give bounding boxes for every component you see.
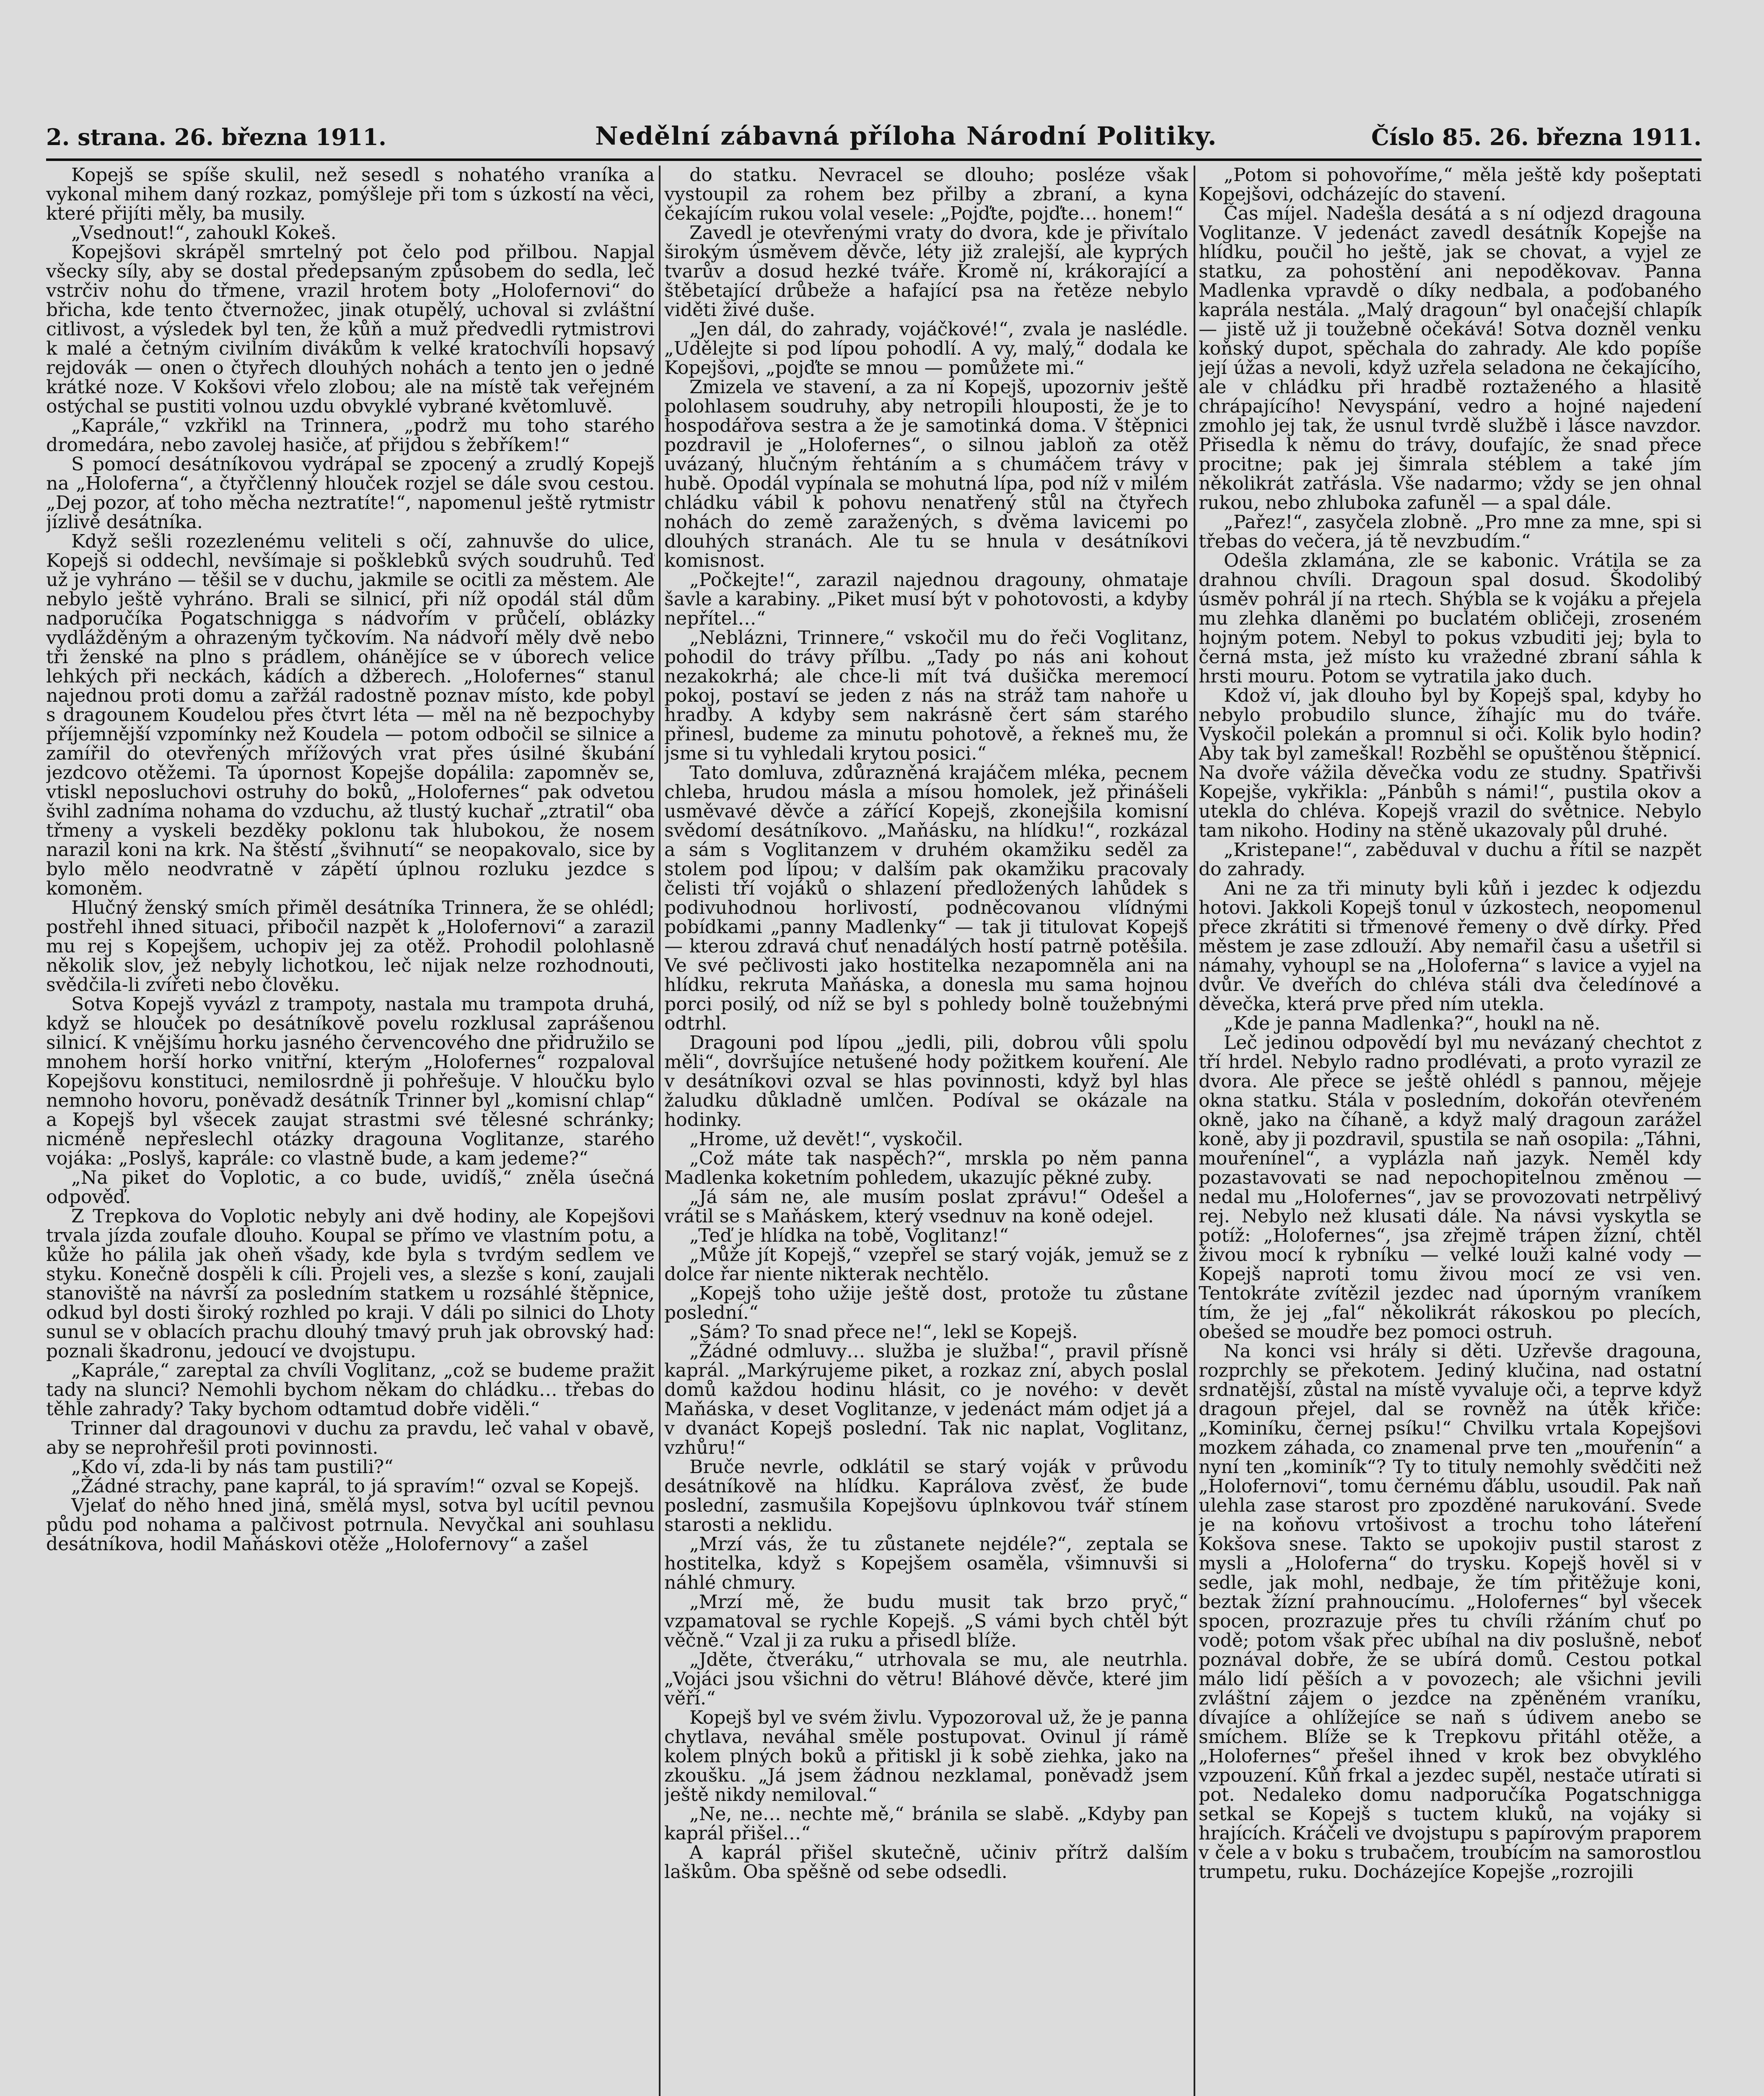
- paragraph: Tato domluva, zdůrazněná krajáčem mléka, pecnem chleba, hrudou másla a mísou homolek, jež přinášeli usměvavé děvče a zářící Kopejš, zkonejšila komisní svědomí desátníkovo. „Maňásku, na hlídku!“, rozkázal a sám s Voglitanzem v druhém okamžiku seděl za stolem pod lípou; v dalším pak okamžiku pracovaly čelisti tří vojáků o shlazení předložených lahůdek s podivuhodnou horlivostí, podněcovanou vlídnými pobídkami „panny Madlenky“ — tak ji titulovat Kopejš — kterou zdravá chuť nenadálých hostí patrně potěšila. Ve své pečlivosti jako hostitelka nezapomněla ani na hlídku, rekruta Maňáska, a donesla mu sama hojnou porci posilý, od níž se byl s pohledy bolně toužebnými odtrhl.: [664, 762, 1188, 1034]
- paragraph: Kdož ví, jak dlouho byl by Kopejš spal, kdyby ho nebylo probudilo slunce, žíhajíc mu do tváře. Vyskočil polekán a promnul si oči. Kolik bylo hodin? Aby tak byl zameškal! Rozběhl se opuštěnou štěpnicí. Na dvoře vážila děvečka vodu ze studny. Spatřivši Kopejše, vykřikla: „Pánbůh s námi!“, pustila okov a utekla do chléva. Kopejš vrazil do světnice. Nebylo tam nikoho. Hodiny na stěně ukazovaly půl druhé.: [1199, 685, 1702, 841]
- paragraph: Hlučný ženský smích přiměl desátníka Trinnera, že se ohlédl; postřehl ihned situaci, přibočil nazpět k „Holofernovi“ a zarazil mu rej s Kopejšem, uchopiv jej za otěž. Prohodil polohlasně několik slov, jež nebyly lichotkou, leč nijak nelze rozhodnouti, svědčila-li zvířeti nebo člověku.: [46, 897, 655, 996]
- paragraph: „Což máte tak naspěch?“, mrskla po něm panna Madlenka koketním pohledem, ukazujíc pěkné zuby.: [664, 1148, 1188, 1188]
- paragraph: Dragouni pod lípou „jedli, pili, dobrou vůli spolu měli“, dovršujíce netušené hody požitkem kouření. Ale v desátníkovi ozval se hlas povinnosti, když byl hlas žaludku důkladně umlčen. Podíval se okázale na hodinky.: [664, 1032, 1188, 1131]
- paragraph: „Neblázni, Trinnere,“ vskočil mu do řeči Voglitanz, pohodil do trávy přílbu. „Tady po nás ani kohout nezakokrhá; ale chce-li mít tvá dušička meremocí pokoj, postaví se jeden z nás na stráž tam nahoře u hradby. A kdyby sem nakrásně čert sám starého přinesl, budeme za minutu pohotově, a řekneš mu, že jsme si tu vyhledali krytou posici.“: [664, 627, 1188, 764]
- paragraph: Vjelať do něho hned jiná, smělá mysl, sotva byl ucítil pevnou půdu pod nohama a palčivost potrnula. Nevyčkal ani souhlasu desátníkova, hodil Maňáskovi otěže „Holofernovy“ a zašel: [46, 1495, 655, 1555]
- paragraph: Kopejšovi skrápěl smrtelný pot čelo pod přilbou. Napjal všecky síly, aby se dostal předepsaným způsobem do sedla, leč vstrčiv nohu do třmene, vrazil hrotem boty „Holofernovi“ do břicha, kde tento čtvernožec, jinak otupělý, uchoval si zvláštní citlivost, a výsledek byl ten, že kůň a muž předvedli rytmistrovi k malé a četným civilním divákům k velké kratochvíli hopsavý rejdovák — onen o čtyřech dlouhých nohách a tento jen o jedné krátké noze. V Kokšovi vřelo zlobou; ale na místě tak veřejném ostýchal se pustiti volnou uzdu obvyklé vybrané květomluvě.: [46, 241, 655, 417]
- paragraph: „Kristepane!“, zaběduval v duchu a řítil se nazpět do zahrady.: [1199, 839, 1702, 880]
- paragraph: „Jen dál, do zahrady, vojáčkové!“, zvala je naslédle. „Udělejte si pod lípou pohodlí. A vy, malý,“ dodala ke Kopejšovi, „pojďte se mnou — pomůžete mi.“: [664, 319, 1188, 379]
- paragraph: „Vsednout!“, zahoukl Kokeš.: [71, 222, 337, 244]
- paragraph: „Kdo ví, zda-li by nás tam pustili?“: [71, 1456, 394, 1478]
- paragraph: Trinner dal dragounovi v duchu za pravdu, leč vahal v obavě, aby se neprohřešil proti povinnosti.: [46, 1418, 655, 1458]
- paragraph: „Jděte, čtveráku,“ utrhovala se mu, ale neutrhla. „Vojáci jsou všichni do větru! Bláhové děvče, které jim věří.“: [664, 1649, 1188, 1709]
- paragraph: Čas míjel. Nadešla desátá a s ní odjezd dragouna Voglitanze. V jedenáct zavedl desátník Kopejše na hlídku, poučil ho ještě, jak se chovat, a vyjel ze statku, za pohostění ani nepoděkovav. Panna Madlenka vpravdě o díky nedbala, a poďobaného kaprála nestála. „Malý dragoun“ byl onačejší chlapík — jistě už ji toužebně očekává! Sotva dozněl venku koňský dupot, spěchala do zahrady. Ale kdo popíše její úžas a nevoli, když uzřela seladona ne čekajícího, ale v chládku při hradbě roztaženého a hlasitě chrápajícího! Nevyspání, vedro a hojné najedení zmohlo jej tak, že usnul tvrdě službě i lásce navzdor. Přisedla k němu do trávy, doufajíc, že snad přece procitne; pak jej šimrala stéblem a také jím několikrát zatřásla. Vše nadarmo; vždy se jen ohnal rukou, nebo zhluboka zafuněl — a spal dále.: [1199, 203, 1702, 514]
- paragraph: Na konci vsi hrály si děti. Uzřevše dragouna, rozprchly se překotem. Jediný klučina, nad ostatní srdnatější, zůstal na místě vyvaluje oči, a teprve když dragoun přejel, dal se rovněž na útěk křiče: „Kominíku, černej psíku!“ Chvilku vrtala Kopejšovi mozkem záhada, co znamenal prve ten „mouřenín“ a nyní ten „kominík“? Ty to tituly nemohly svědčiti než „Holofernovi“, tomu černému ďáblu, usoudil. Pak naň ulehla zase starost pro zpozděné narukování. Svede je na koňovu vrtošivost a trochu toho láteření Kokšova snese. Takto se upokojiv pustil starost z mysli a „Holoferna“ do trysku. Kopejš hověl si v sedle, jak mohl, nedbaje, že tím přitěžuje koni, beztak žízní prahnoucímu. „Holofernes“ byl všecek spocen, prozrazuje přes tu chvíli ržáním chuť po vodě; potom však přec ubíhal na div poslušně, neboť poznával dobře, že se ubírá domů. Cestou potkal málo lidí pěších a v povozech; ale všichni jevili zvláštní zájem o jezdce na zpěněném vraníku, dívajíce a ohlížejíce se naň s údivem anebo se smíchem. Blíže se k Trepkovu přitáhl otěže, a „Holofernes“ přešel ihned v krok bez obvyklého vzpouzení. Kůň frkal a jezdec supěl, nestače utírati si pot. Nedaleko domu nadporučíka Pogatschnigga setkal se Kopejš s tuctem kluků, na vojáky si hrajících. Kráčeli ve dvojstupu s papírovým praporem v čele a v boku s trubačem, troubícím na samorostlou trumpetu, ruku. Docházejíce Kopejše „rozrojili: [1199, 1341, 1702, 1883]
- paragraph: Bruče nevrle, odklátil se starý voják v průvodu desátníkově na hlídku. Kaprálova zvěsť, že bude poslední, zasmušila Kopejšovu úplnkovou tvář stínem starosti a neklidu.: [664, 1456, 1188, 1536]
- paragraph: „Žádné strachy, pane kaprál, to já spravím!“ ozval se Kopejš.: [71, 1476, 640, 1497]
- paragraph: „Může jít Kopejš,“ vzepřel se starý voják, jemuž se z dolce řar niente nikterak nechtělo.: [664, 1244, 1188, 1285]
- paragraph: Sotva Kopejš vyvázl z trampoty, nastala mu trampota druhá, když se hlouček po desátníkově povelu rozklusal zaprášenou silnicí. K vnějšímu horku jasného červencového dne přidružilo se mnohem horší horko vnitřní, kterým „Holofernes“ rozpaloval Kopejšovu konstituci, nemilosrdně ji pohřešuje. V hloučku bylo nemnoho hovoru, poněvadž desátník Trinner byl „komisní chlap“ a Kopejš byl všecek zaujat strastmi své tělesné schránky; nicméně nepřeslechl otázky dragouna Voglitanze, starého vojáka: „Poslyš, kaprále: co vlastně bude, a kam jedeme?“: [46, 994, 655, 1169]
- paragraph: „Pařez!“, zasyčela zlobně. „Pro mne za mne, spi si třebas do večera, já tě nevzbudím.“: [1199, 511, 1702, 552]
- paragraph: Ani ne za tři minuty byli kůň i jezdec k odjezdu hotovi. Jakkoli Kopejš tonul v úzkostech, neopomenul přece zkrátiti si třmenové řemeny o dvě dírky. Před městem je zase zdlouží. Aby nemařil času a ušetřil si námahy, vyhoupl se na „Holoferna“ s lavice a vyjel na dvůr. Ve dveřích do chlévа stáli dva čeledínové a děvečka, která prve před ním utekla.: [1199, 878, 1702, 1015]
- paragraph: „Mrzí vás, že tu zůstanete nejdéle?“, zeptala se hostitelka, když s Kopejšem osaměla, všimnuvši si náhlé chmury.: [664, 1533, 1188, 1593]
- paragraph: Odešla zklamána, zle se kabonic. Vrátila se za drahnou chvíli. Dragoun spal dosud. Škodolibý úsměv pohrál jí na rtech. Shýbla se k vojáku a přejela mu zlehka dlaněmi po buclatém obličeji, zroseném hojným potem. Nebyl to pokus vzbuditi jej; byla to černá mstа, jež místo ku vražedné zbraní sáhla k hrsti mouru. Potom se vytratila jako duch.: [1199, 550, 1702, 687]
- column-separator: [659, 166, 661, 2096]
- paragraph: Zavedl je otevřenými vraty do dvora, kde je přivítalo širokým úsměvem děvče, léty již zralejší, ale kyprých tvarův a dosud hezké tváře. Kromě ní, krákorající a štěbetající drůbeže a hafající psa na řetěze nebylo viděti živé duše.: [664, 222, 1188, 321]
- paragraph: Leč jedinou odpovědí byl mu nevázaný chechtot z tří hrdel. Nebylo radno prodlévati, a proto vyrazil ze dvora. Ale přece se ještě ohlédl s pannou, mějeje okna statku. Stála v posledním, dokořán otevřeném okně, jako na číhaně, a když malý dragoun zarážel koně, aby ji pozdravil, spustila se naň osopila: „Táhni, mouřenínel“, a vyplázla naň jazyk. Neměl kdy pozastavovati se nad nepochopitelnou změnou — nedal mu „Holofernes“, jav se provozovati netrpělivý rej. Nebylo než klusati dále. Na návsi vyskytla se potíž: „Holofernes“, jsa zřejmě trápen žízní, chtěl živou mocí k rybníku — velké louži kalné vody — Kopejš naproti tomu živou mocí ze vsi ven. Tentokráte zvítězil jezdec nad úporným vraníkem tím, že jej „fal“ několikrát rákoskou po plecích, obešed se moudře bez pomoci ostruh.: [1199, 1032, 1702, 1343]
- header-rule: [46, 158, 1702, 161]
- header-page-date: 2. strana. 26. března 1911.: [46, 124, 386, 150]
- paragraph: „Potom si pohovoříme,“ měla ještě kdy pošeptati Kopejšovi, odcházejíc do stavení.: [1199, 166, 1702, 205]
- paragraph: „Já sám ne, ale musím poslat zprávu!“ Odešel a vrátil se s Maňáskem, který vsednuv na koně odejel.: [664, 1186, 1188, 1227]
- paragraph: „Ne, ne… nechte mě,“ bránila se slabě. „Kdyby pan kaprál přišel…“: [664, 1803, 1188, 1844]
- paragraph: „Kopejš toho užije ještě dost, protože tu zůstane poslední.“: [664, 1283, 1188, 1323]
- paragraph: „Teď je hlídka na tobě, Voglitanz!“: [689, 1225, 1009, 1246]
- paragraph: „Kaprále,“ zareptal za chvíli Voglitanz, „což se budeme pražit tady na slunci? Nemohli bychom někam do chládku… třebas do těhle zahrady? Taky bychom odtamtud dobře viděli.“: [46, 1360, 655, 1420]
- text-column-3: [1199, 166, 1702, 2096]
- paragraph: „Počkejte!“, zarazil najednou dragouny, ohmataje šavle a karabiny. „Piket musí být v pohotovosti, a kdyby nepřítel…“: [664, 569, 1188, 629]
- text-column-1: [46, 166, 655, 2096]
- paragraph: Kopejš se spíše skulil, než sesedl s nohatého vraníka a vykonal mihem daný rozkaz, pomýšleje při tom s úzkostí na věci, které přijíti měly, ba musily.: [46, 166, 655, 224]
- paragraph: A kaprál přišel skutečně, učiniv přítrž dalším laškům. Oba spěšně od sebe odsedli.: [664, 1842, 1188, 1883]
- paragraph: „Kaprále,“ vzkřikl na Trinnera, „podrž mu toho starého dromedára, nebo zavolej hasiče, ať přijdou s žebříkem!“: [46, 415, 655, 456]
- paragraph: S pomocí desátníkovou vydrápal se zpocený a zrudlý Kopejš na „Holoferna“, a čtyřčlenný hlouček rozjel se dále svou cestou. „Dej pozor, ať toho měcha neztratíte!“, napomenul ještě rytmistr jízlivě desátníka.: [46, 454, 655, 533]
- paragraph: Zmizela ve stavení, a za ní Kopejš, upozorniv ještě polohlasem soudruhy, aby netropili hlouposti, že je to hospodářova sestra a že je samotinká doma. V štěpnici pozdravil je „Holofernes“, o silnou jabloň za otěž uvázaný, hlučným řehtáním a s chumáčem trávy v hubě. Opodál vypínala se mohutná lípa, pod níž v milém chládku vábil k pohovu nenatřený stůl na čtyřech nohách do země zaražených, s dvěma lavicemi po dlouhých stranách. Ale tu se hnula v desátníkovi komisnost.: [664, 376, 1188, 571]
- header-publication-title: Nedělní zábavná příloha Národní Politiky.: [595, 122, 1217, 151]
- paragraph: „Sám? To snad přece ne!“, lekl se Kopejš.: [689, 1321, 1078, 1343]
- paragraph: „Kde je panna Madlenka?“, houkl na ně.: [1224, 1013, 1601, 1034]
- paragraph: do statku. Nevracel se dlouho; posléze však vystoupil za rohem bez přilby a zbraní, a kyna čekajícím rukou volal vesele: „Pojďte, pojďte… honem!“: [664, 166, 1188, 224]
- paragraph: Kopejš byl ve svém živlu. Vypozoroval už, že je panna chytlava, neváhal směle postupovat. Ovinul jí rámě kolem plných boků a přitiskl ji k sobě ziehka, jako na zkoušku. „Já jsem žádnou nezklamal, poněvadž jsem ještě nikdy nemiloval.“: [664, 1707, 1188, 1805]
- page-header: [46, 119, 1702, 157]
- text-column-2: [664, 166, 1188, 2096]
- column-separator: [1194, 166, 1195, 2096]
- paragraph: „Hrome, už devět!“, vyskočil.: [689, 1128, 964, 1150]
- paragraph: „Na piket do Voplotic, a co bude, uvidíš,“ zněla úsečná odpověď.: [46, 1167, 655, 1208]
- paragraph: „Mrzí mě, že budu musit tak brzo pryč,“ vzpamatoval se rychle Kopejš. „S vámi bych chtěl být věčně.“ Vzal ji za ruku a přisedl blíže.: [664, 1591, 1188, 1651]
- paragraph: „Žádné odmluvy… služba je služba!“, pravil přísně kaprál. „Markýrujeme piket, a rozkaz zní, abych poslal domů každou hodinu hlásit, co je nového: v devět Maňáska, v deset Voglitanze, v jedenáct mám odjet já a v dvanáct Kopejš poslední. Tak nic naplat, Voglitanz, vzhůru!“: [664, 1341, 1188, 1458]
- header-issue-number: Číslo 85. 26. března 1911.: [1371, 124, 1702, 150]
- paragraph: Když sešli rozezlenému veliteli s očí, zahnuvše do ulice, Kopejš si oddechl, nevšímaje si pošklebků svých soudruhů. Teď už je vyhráno — těšil se v duchu, jakmile se ocitli za městem. Ale nebylo ještě vyhráno. Brali se silnicí, při níž opodál stál dům nadporučíka Pogatschnigga s nádvořím v průčelí, oblázky vydlážděným a ohrazeným tyčkovím. Na nádvoří měly dvě nebo tři ženské na plno s prádlem, ohánějíce se v úborech velice lehkých při neckách, kádích a džberech. „Holofernes“ stanul najednou proti domu a zařžál radostně poznav místo, kde pobyl s dragounem Koudelou přes čtvrt léta — měl na ně bezpochyby příjemnější vzpomínky než Koudela — potom odbočil se silnice a zamířil do otevřených mřížových vrat přes úsilné škubání jezdcovo otěžemi. Ta úpornost Kopejše dopálila: zapomněv se, vtiskl neposluchovi ostruhy do boků, „Holofernes“ pak odvetou švihl zadníma nohama do vzduchu, až tlustý kuchař „ztratil“ oba třmeny a vyskeli bezděky poklonu tak hlubokou, že nosem narazil koni na krk. Na štěstí „švihnutí“ se neopakovalo, sice by bylo mělo neodvratně v zápětí úplnou rozluku jezdce s komoněm.: [46, 531, 655, 899]
- paragraph: Z Trepkova do Voplotic nebyly ani dvě hodiny, ale Kopejšovi trvala jízda zoufale dlouho. Koupal se přímo ve vlastním potu, a kůže ho pálila jak oheň všady, kde byla s tvrdým sedlem ve styku. Konečně dospěli k cíli. Projeli ves, a slezše s koní, zaujali stanoviště na návrší za posledním statkem u rozsáhlé štěpnice, odkud byl dosti široký rozhled po kraji. V dáli po silnici do Lhoty sunul se v oblacích prachu dlouhý tmavý pruh jak obrovský had: poznali škadronu, jedoucí ve dvojstupu.: [46, 1206, 655, 1362]
